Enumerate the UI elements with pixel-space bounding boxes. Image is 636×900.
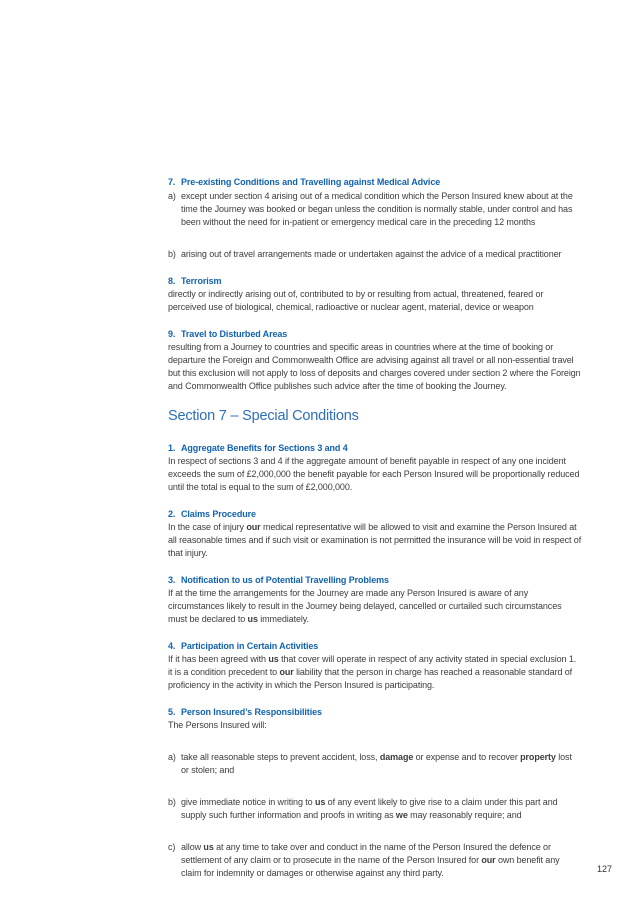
paragraph: directly or indirectly arising out of, contributed to by or resulting from actual, threatened, feared or perceived use of biological, chemical, radioactive or nuclear agent, material, device or weapon bbox=[168, 289, 544, 312]
heading-number: 5. bbox=[168, 707, 176, 717]
heading-title: Travel to Disturbed Areas bbox=[181, 329, 288, 339]
heading-number: 1. bbox=[168, 443, 176, 453]
heading-number: 2. bbox=[168, 509, 176, 519]
list-text: arising out of travel arrangements made or undertaken against the advice of a medical practitioner bbox=[181, 249, 562, 259]
exclusion-heading bbox=[168, 328, 582, 341]
page-number: 127 bbox=[596, 864, 612, 874]
heading-title: Participation in Certain Activities bbox=[181, 641, 319, 651]
heading-title: Notification to us of Potential Travelling Problems bbox=[181, 575, 389, 585]
condition-item-3 bbox=[168, 574, 582, 626]
heading-number: 9. bbox=[168, 329, 176, 339]
heading-title: Terrorism bbox=[181, 276, 222, 286]
list-item bbox=[168, 190, 582, 229]
paragraph: In the case of injury our medical representative will be allowed to visit and examine the Person Insured at all reasonable times and if such visit or examination is not permitted the insurance will be void in respect of that injury. bbox=[168, 522, 582, 558]
list-item bbox=[168, 751, 582, 777]
condition-heading bbox=[168, 574, 582, 587]
condition-item-2 bbox=[168, 508, 582, 560]
list-marker: c) bbox=[168, 842, 176, 852]
list-marker: a) bbox=[168, 752, 176, 762]
paragraph: The Persons Insured will: bbox=[168, 720, 267, 730]
exclusion-item-7 bbox=[168, 176, 582, 261]
exclusion-item-9 bbox=[168, 328, 582, 393]
condition-item-1 bbox=[168, 442, 582, 494]
condition-heading bbox=[168, 442, 582, 455]
list-marker: a) bbox=[168, 191, 176, 201]
heading-number: 7. bbox=[168, 177, 176, 187]
condition-item-5 bbox=[168, 706, 582, 880]
heading-number: 8. bbox=[168, 276, 176, 286]
page-content bbox=[168, 176, 582, 894]
condition-item-4 bbox=[168, 640, 582, 692]
heading-title: Pre-existing Conditions and Travelling against Medical Advice bbox=[181, 177, 441, 187]
condition-heading bbox=[168, 706, 582, 719]
list-text: give immediate notice in writing to us of any event likely to give rise to a claim under this part and supply such further information and proofs in writing as we may reasonably require; and bbox=[181, 797, 558, 820]
paragraph: resulting from a Journey to countries and specific areas in countries where at the time of booking or departure the Foreign and Commonwealth Office are advising against all travel or all non-essential travel but this exclusion will not apply to loss of deposits and charges covered under section 2 where the Foreign and Commonwealth Office publishes such advice after the time of booking the Journey. bbox=[168, 342, 581, 391]
list-item bbox=[168, 796, 582, 822]
heading-title: Person Insured’s Responsibilities bbox=[181, 707, 322, 717]
list-marker: b) bbox=[168, 797, 176, 807]
heading-number: 3. bbox=[168, 575, 176, 585]
list-marker: b) bbox=[168, 249, 176, 259]
heading-title: Claims Procedure bbox=[181, 509, 256, 519]
exclusion-heading bbox=[168, 275, 582, 288]
list-item bbox=[168, 841, 582, 880]
paragraph: If at the time the arrangements for the Journey are made any Person Insured is aware of any circumstances likely to result in the Journey being delayed, cancelled or curtailed such circumstances must be declared to us immediately. bbox=[168, 588, 562, 624]
paragraph: If it has been agreed with us that cover will operate in respect of any activity stated in special exclusion 1. it is a condition precedent to our liability that the person in charge has reached a reasonable standard of proficiency in the activity in which the Person Insured is participating. bbox=[168, 654, 577, 690]
heading-number: 4. bbox=[168, 641, 176, 651]
list-text: allow us at any time to take over and conduct in the name of the Person Insured the defence or settlement of any claim or to prosecute in the name of the Person Insured for our own benefit any claim for indemnity or damages or otherwise against any third party. bbox=[181, 842, 560, 878]
list-text: except under section 4 arising out of a medical condition which the Person Insured knew about at the time the Journey was booked or began unless the condition is normally stable, under control and has been without the need for in-patient or emergency medical care in the preceding 12 months bbox=[181, 191, 573, 227]
paragraph: In respect of sections 3 and 4 if the aggregate amount of benefit payable in respect of any one incident exceeds the sum of £2,000,000 the benefit payable for each Person Insured will be proportionally reduced until the total is equal to the sum of £2,000,000. bbox=[168, 456, 580, 492]
heading-title: Aggregate Benefits for Sections 3 and 4 bbox=[181, 443, 348, 453]
condition-heading bbox=[168, 640, 582, 653]
list-text: take all reasonable steps to prevent accident, loss, damage or expense and to recover property lost or stolen; and bbox=[181, 752, 572, 775]
exclusion-heading bbox=[168, 176, 582, 189]
condition-heading bbox=[168, 508, 582, 521]
exclusion-item-8 bbox=[168, 275, 582, 314]
list-item bbox=[168, 248, 582, 261]
section-title: Section 7 – Special Conditions bbox=[168, 408, 359, 424]
